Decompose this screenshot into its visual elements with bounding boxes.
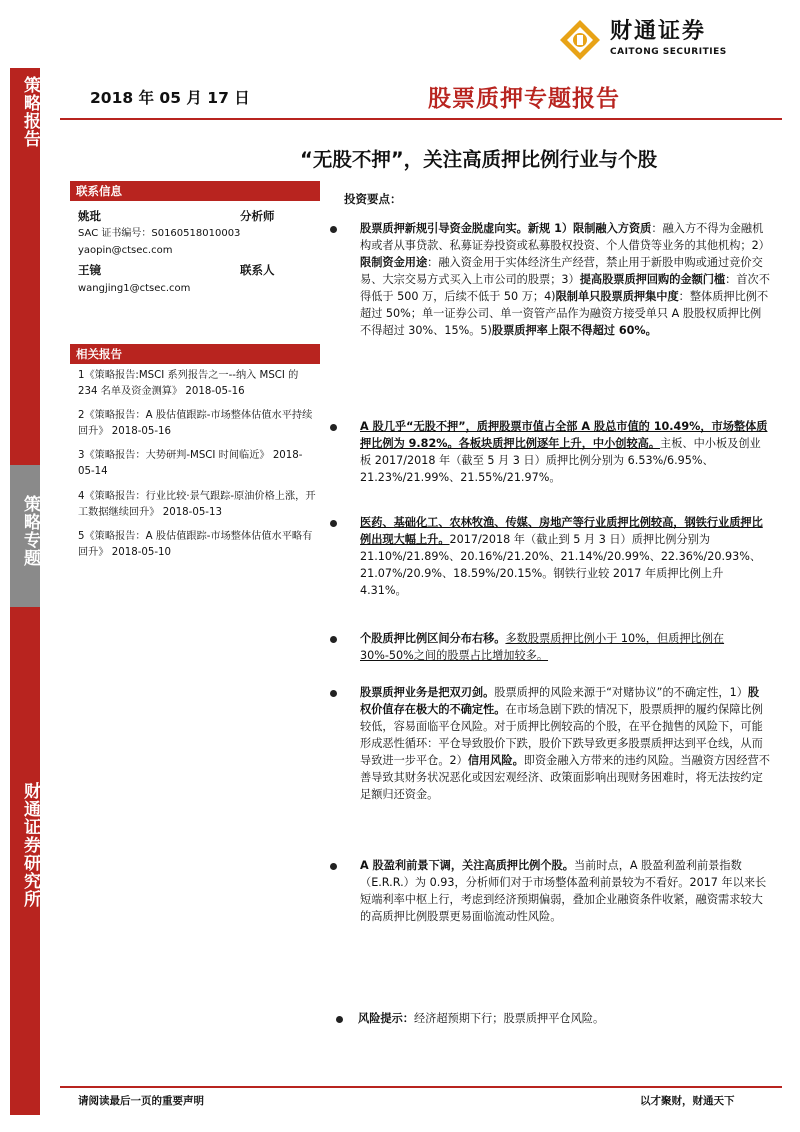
side-label-strategy-topic: 策略专题 [20, 495, 40, 567]
caitong-logo-icon [558, 18, 602, 62]
summary-text-2: A 股几乎“无股不押”，质押股票市值占全部 A 股总市值的 10.49%，市场整体质押比例为 9.82%。各板块质押比例逐年上升，中小创较高。主板、中小板及创业板 2017/2018 年（截至 5 月 3 日）质押比例分别为 6.53%/6.95%、21.23%/21.99%、21.55%/21.97%。 [360, 420, 768, 484]
report-type: 股票质押专题报告 [428, 86, 620, 112]
related-report-3[interactable]: 3《策略报告：大势研判-MSCI 时间临近》 2018-05-14 [78, 450, 303, 477]
footer-slogan: 以才聚财，财通天下 [640, 1095, 735, 1107]
header-rule [60, 118, 782, 120]
summary-item-3 [330, 514, 780, 624]
analyst-name: 姚玭 [78, 209, 101, 223]
summary-item-5 [330, 684, 780, 850]
contact-role: 联系人 [240, 263, 275, 277]
risk-text: 风险提示：经济超预期下行；股票质押平仓风险。 [358, 1012, 605, 1025]
related-heading: 相关报告 [70, 344, 320, 364]
side-strip-middle [10, 318, 40, 465]
logo [558, 18, 788, 62]
contact-email[interactable]: wangjing1@ctsec.com [78, 283, 191, 294]
summary-text-3: 医药、基础化工、农林牧渔、传媒、房地产等行业质押比例较高，钢铁行业质押比例出现大幅上升。2017/2018 年（截止到 5 月 3 日）质押比例分别为 21.10%/21.89%、20.16%/21.20%、21.14%/20.99%、22.36%/20.93%、21.07%/20.9%、18.59%/20.15%。钢铁行业较 2017 年质押比例上升 4.31%。 [360, 516, 763, 597]
bullet-icon [330, 863, 337, 870]
bullet-icon [330, 520, 337, 527]
bullet-icon [330, 226, 337, 233]
bullet-icon [336, 1016, 343, 1023]
bullet-icon [330, 690, 337, 697]
analyst-role: 分析师 [240, 209, 275, 223]
footer-disclaimer[interactable]: 请阅读最后一页的重要声明 [78, 1095, 204, 1107]
related-report-1[interactable]: 1《策略报告:MSCI 系列报告之一--纳入 MSCI 的 234 名单及资金测算》 2018-05-16 [78, 370, 299, 397]
side-strip-top [10, 68, 40, 318]
contacts-heading: 联系信息 [70, 181, 320, 201]
side-strip-bottom [10, 607, 40, 1115]
bullet-icon [330, 424, 337, 431]
contact-name: 王镜 [78, 263, 101, 277]
logo-en-text: CAITONG SECURITIES [610, 47, 727, 57]
summary-text-4: 个股质押比例区间分布右移。多数股票质押比例小于 10%，但质押比例在 30%-50%之间的股票占比增加较多。 [360, 632, 725, 662]
side-strip-gray [10, 465, 40, 607]
related-report-2[interactable]: 2《策略报告：A 股估值跟踪-市场整体估值水平持续回升》 2018-05-16 [78, 410, 313, 437]
report-title: “无股不押”，关注高质押比例行业与个股 [300, 148, 658, 171]
related-report-5[interactable]: 5《策略报告：A 股估值跟踪-市场整体估值水平略有回升》 2018-05-10 [78, 531, 313, 558]
footer-rule [60, 1086, 782, 1088]
summary-item-1 [330, 220, 780, 410]
summary-item-6 [330, 857, 780, 967]
side-label-institute: 财通证券研究所 [20, 782, 40, 908]
side-label-strategy-report: 策略报告 [20, 76, 40, 148]
analyst-email[interactable]: yaopin@ctsec.com [78, 245, 173, 256]
summary-text-5: 股票质押业务是把双刃剑。股票质押的风险来源于“对赌协议”的不确定性，1）股权价值存在极大的不确定性。在市场急剧下跌的情况下，股票质押的履约保障比例较低，容易面临平仓风险。对于质押比例较高的个股，在平仓抛售的风险下，可能形成恶性循环：平仓导致股价下跌，股价下跌导致更多股票质押达到平仓线，从而导致进一步平仓。2）信用风险。即资金融入方带来的违约风险。当融资方因经营不善导致其财务状况恶化或因宏观经济、政策面影响出现财务困难时，将无法按约定足额归还资金。 [360, 686, 770, 801]
risk-warning [336, 1010, 786, 1030]
summary-item-2 [330, 418, 780, 508]
summary-item-4 [330, 630, 780, 680]
report-date: 2018 年 05 月 17 日 [90, 89, 250, 107]
logo-cn-text: 财通证券 [610, 19, 707, 44]
related-report-4[interactable]: 4《策略报告：行业比较·景气跟踪-原油价格上涨，开工数据继续回升》 2018-05-13 [78, 491, 316, 518]
summary-heading: 投资要点： [344, 192, 402, 206]
summary-text-1: 股票质押新规引导资金脱虚向实。新规 1）限制融入方资质：融入方不得为金融机构或者从事贷款、私募证券投资或私募股权投资、个人借贷等业务的其他机构；2）限制资金用途：融入资金用于实体经济生产经营，禁止用于新股申购或通过竞价交易、大宗交易方式买入上市公司的股票；3）提高股票质押回购的金额门槛：首次不得低于 500 万，后续不低于 50 万；4)限制单只股票质押集中度：整体质押比例不超过 50%；单一证券公司、单一资管产品作为融资方接受单只 A 股股权质押比例不得超过 30%、15%。5)股票质押率上限不得超过 60%。 [360, 222, 770, 337]
analyst-cert: SAC 证书编号：S0160518010003 [78, 228, 241, 239]
summary-text-6: A 股盈利前景下调，关注高质押比例个股。当前时点，A 股盈利盈利前景指数（E.R.R.）为 0.93，分析师们对于市场整体盈利前景较为不看好。2017 年以来长短端利率中枢上行，考虑到经济预期偏弱，叠加企业融资条件收紧，融资需求较大的高质押比例股票更易面临流动性风险。 [360, 859, 767, 923]
bullet-icon [330, 636, 337, 643]
